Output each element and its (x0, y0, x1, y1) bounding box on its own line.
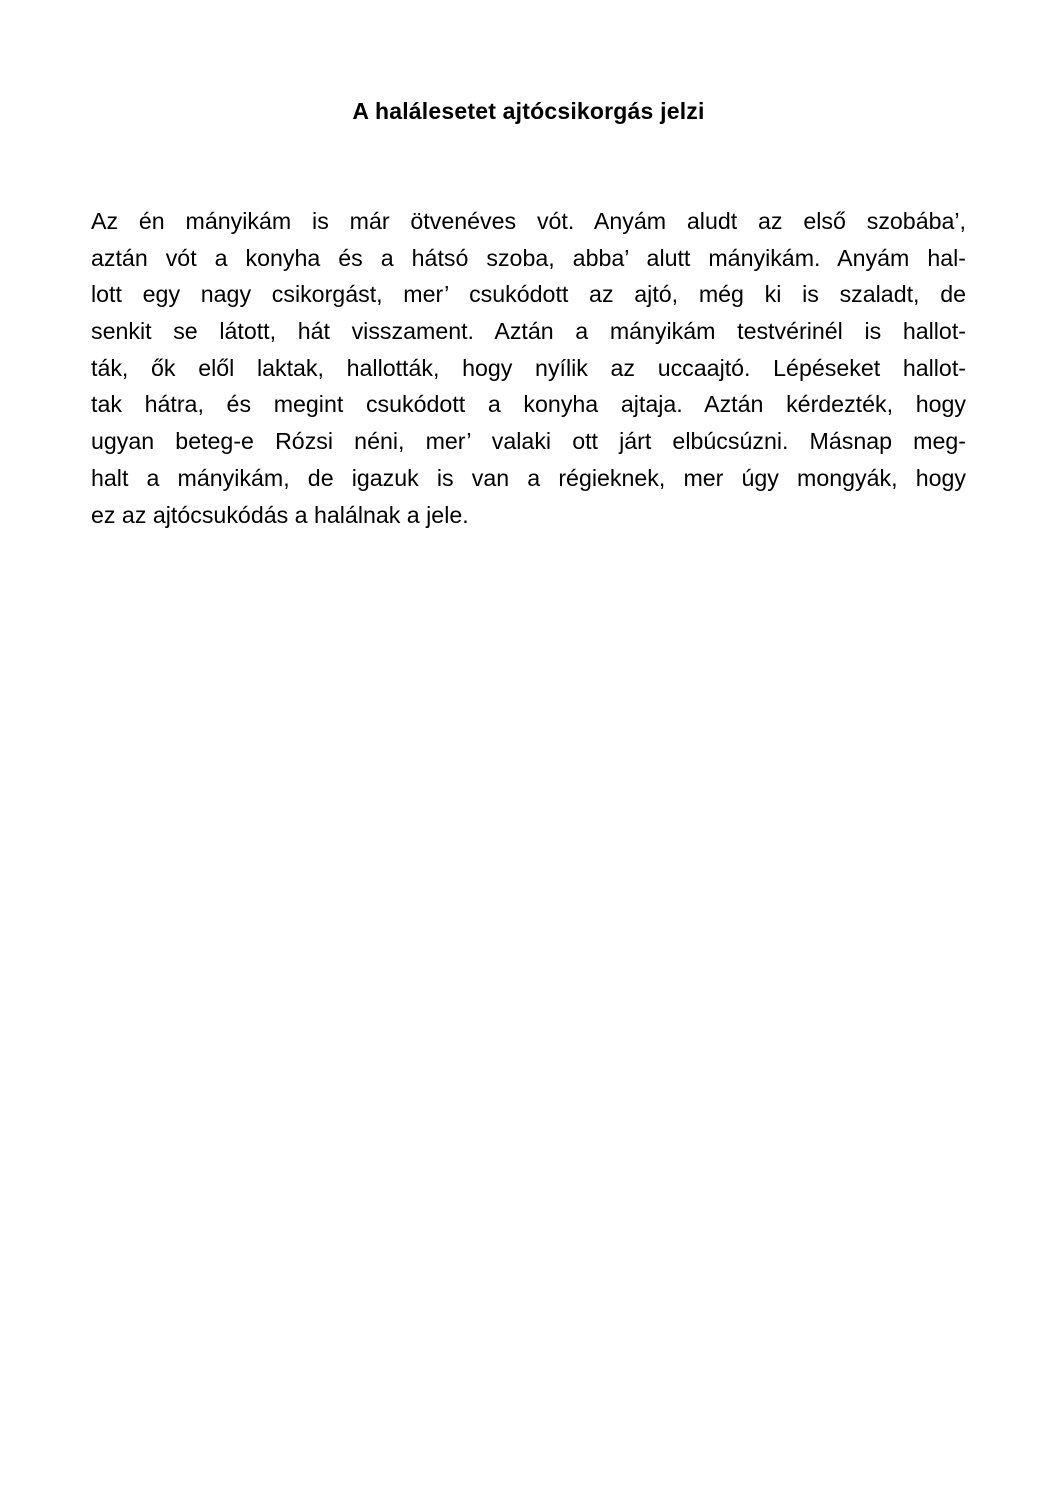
paragraph-line: tak hátra, és megint csukódott a konyha ajtaja. Aztán kérdezték, hogy (91, 391, 966, 418)
paragraph-line: senkit se látott, hát visszament. Aztán a mányikám testvérinél is hallot- (91, 318, 966, 345)
paragraph-line: halt a mányikám, de igazuk is van a régieknek, mer úgy mongyák, hogy (91, 464, 966, 491)
paragraph-line: aztán vót a konyha és a hátsó szoba, abba’ alutt mányikám. Anyám hal- (91, 244, 966, 271)
paragraph-line: ták, ők elől laktak, hallották, hogy nyílik az uccaajtó. Lépéseket hallot- (91, 354, 966, 381)
paragraph-line: ugyan beteg-e Rózsi néni, mer’ valaki ott járt elbúcsúzni. Másnap meg- (91, 428, 966, 455)
document-title: A halálesetet ajtócsikorgás jelzi (352, 98, 705, 124)
paragraph-line: ez az ajtócsukódás a halálnak a jele. (91, 501, 469, 528)
paragraph-line: lott egy nagy csikorgást, mer’ csukódott az ajtó, még ki is szaladt, de (91, 281, 966, 308)
story-paragraph (91, 203, 966, 533)
paragraph-line: Az én mányikám is már ötvenéves vót. Anyám aludt az első szobába’, (91, 208, 966, 234)
